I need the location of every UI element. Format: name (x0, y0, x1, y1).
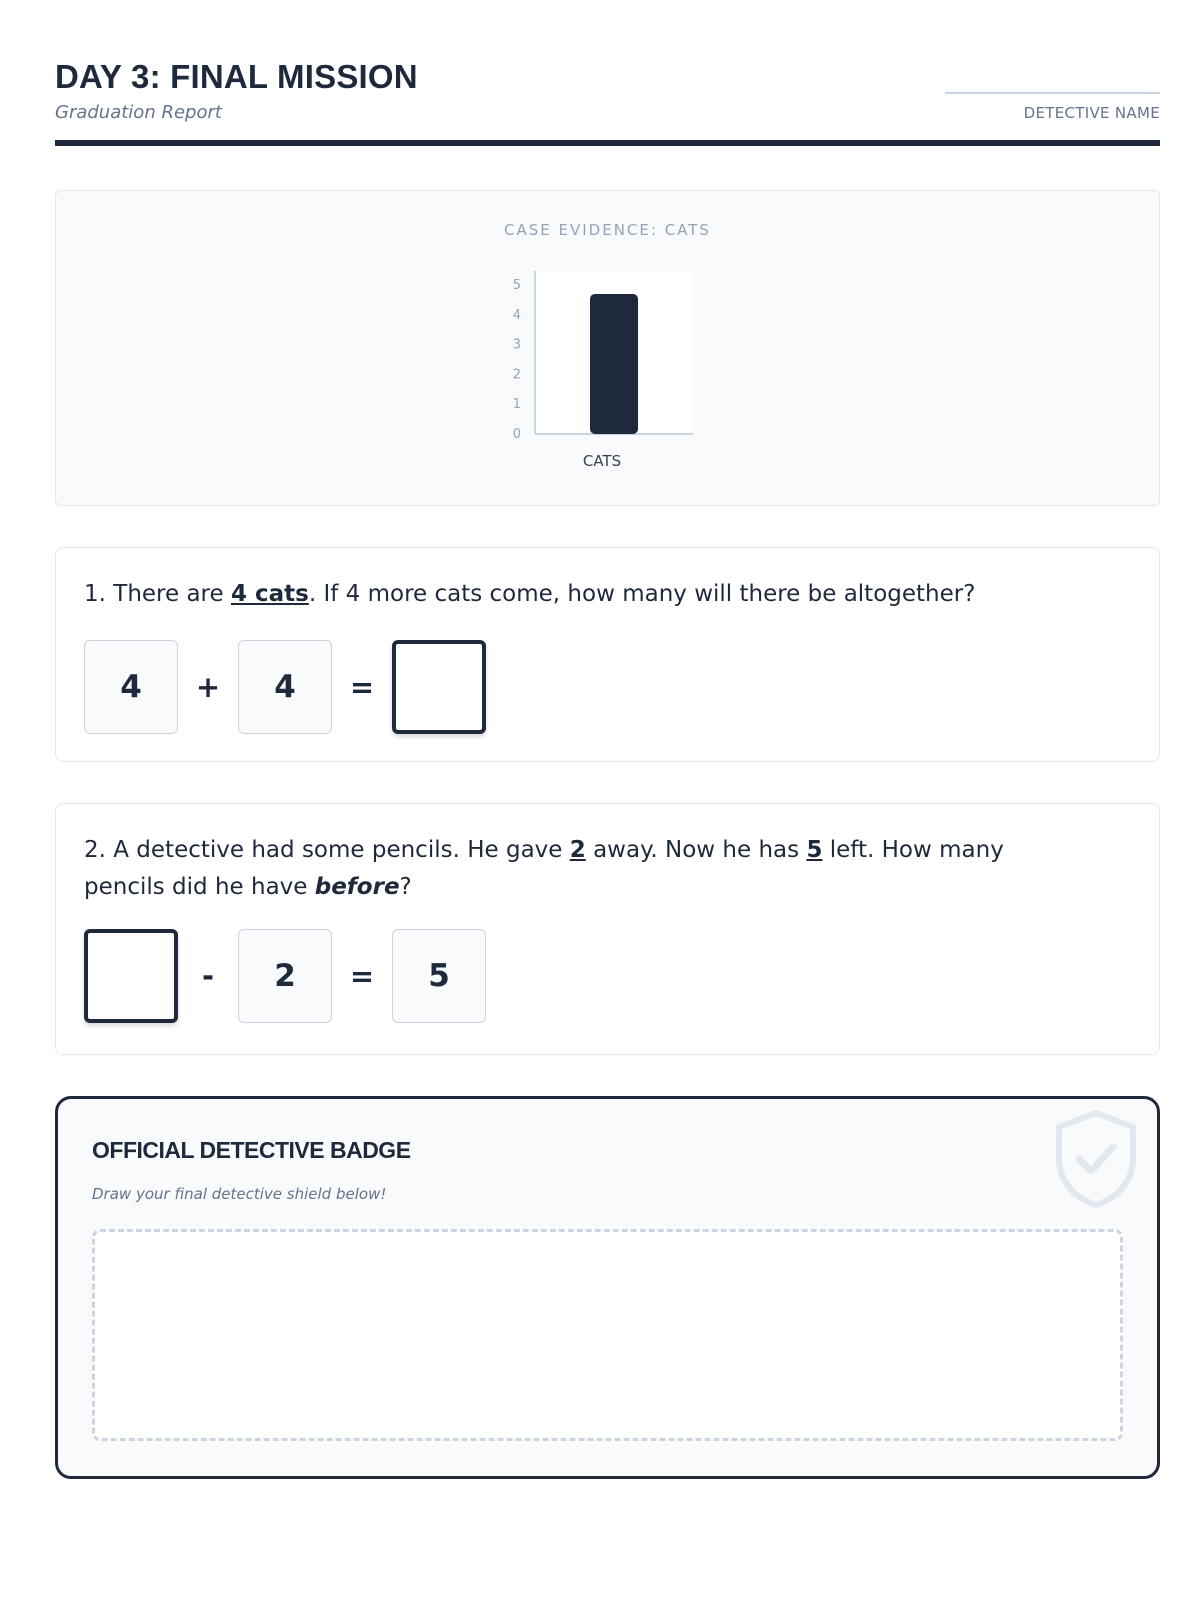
emphasized-quantity: 2 (569, 837, 586, 863)
question-text: left. How many pencils did he have (84, 837, 1004, 900)
emphasized-word: before (314, 874, 400, 900)
y-tick-label: 0 (512, 427, 521, 442)
emphasized-quantity: 4 cats (230, 581, 309, 607)
badge-instruction: Draw your final detective shield below! (92, 1185, 387, 1203)
x-tick-label: CATS (582, 452, 622, 470)
question-1-text (84, 576, 1069, 613)
plus-sign: + (195, 670, 221, 704)
y-tick-label: 5 (512, 278, 521, 293)
question-number: 2. (84, 837, 106, 863)
question-2-text (84, 832, 1069, 906)
question-1-card (55, 547, 1160, 762)
y-tick-label: 4 (512, 307, 521, 323)
question-text: A detective had some pencils. He gave (113, 837, 563, 863)
case-evidence-panel (55, 190, 1160, 506)
page-title: DAY 3: FINAL MISSION (55, 58, 418, 95)
question-number: 1. (84, 581, 106, 607)
equation-number-box: 4 (238, 640, 332, 734)
header-divider (55, 140, 1160, 146)
equals-sign: = (349, 959, 375, 993)
answer-box[interactable] (392, 640, 486, 734)
equals-sign: = (349, 670, 375, 704)
minus-sign: - (201, 959, 215, 993)
y-tick-label: 1 (512, 397, 521, 413)
page-header (55, 58, 1160, 148)
equation-2 (84, 929, 486, 1023)
page-subtitle: Graduation Report (55, 102, 222, 123)
emphasized-quantity: 5 (806, 837, 823, 863)
y-tick-label: 3 (512, 337, 521, 353)
equation-1 (84, 640, 486, 734)
cats-bar-chart (56, 191, 1161, 507)
badge-title: OFFICIAL DETECTIVE BADGE (92, 1137, 411, 1163)
detective-badge-card (55, 1096, 1160, 1479)
evidence-title: CASE EVIDENCE: CATS (504, 221, 711, 239)
chart-bar (590, 294, 638, 434)
question-text: There are (113, 581, 224, 607)
question-text: away. Now he has (593, 837, 800, 863)
shield-drawing-area[interactable] (92, 1229, 1123, 1441)
detective-name-line[interactable] (945, 92, 1160, 94)
question-text: ? (399, 874, 412, 900)
detective-name-label: DETECTIVE NAME (1023, 104, 1160, 122)
equation-number-box: 4 (84, 640, 178, 734)
equation-number-box: 5 (392, 929, 486, 1023)
y-tick-label: 2 (512, 367, 521, 383)
shield-check-icon (1053, 1109, 1139, 1209)
question-2-card (55, 803, 1160, 1055)
equation-number-box: 2 (238, 929, 332, 1023)
answer-box[interactable] (84, 929, 178, 1023)
question-text: . If 4 more cats come, how many will there be altogether? (308, 581, 976, 607)
